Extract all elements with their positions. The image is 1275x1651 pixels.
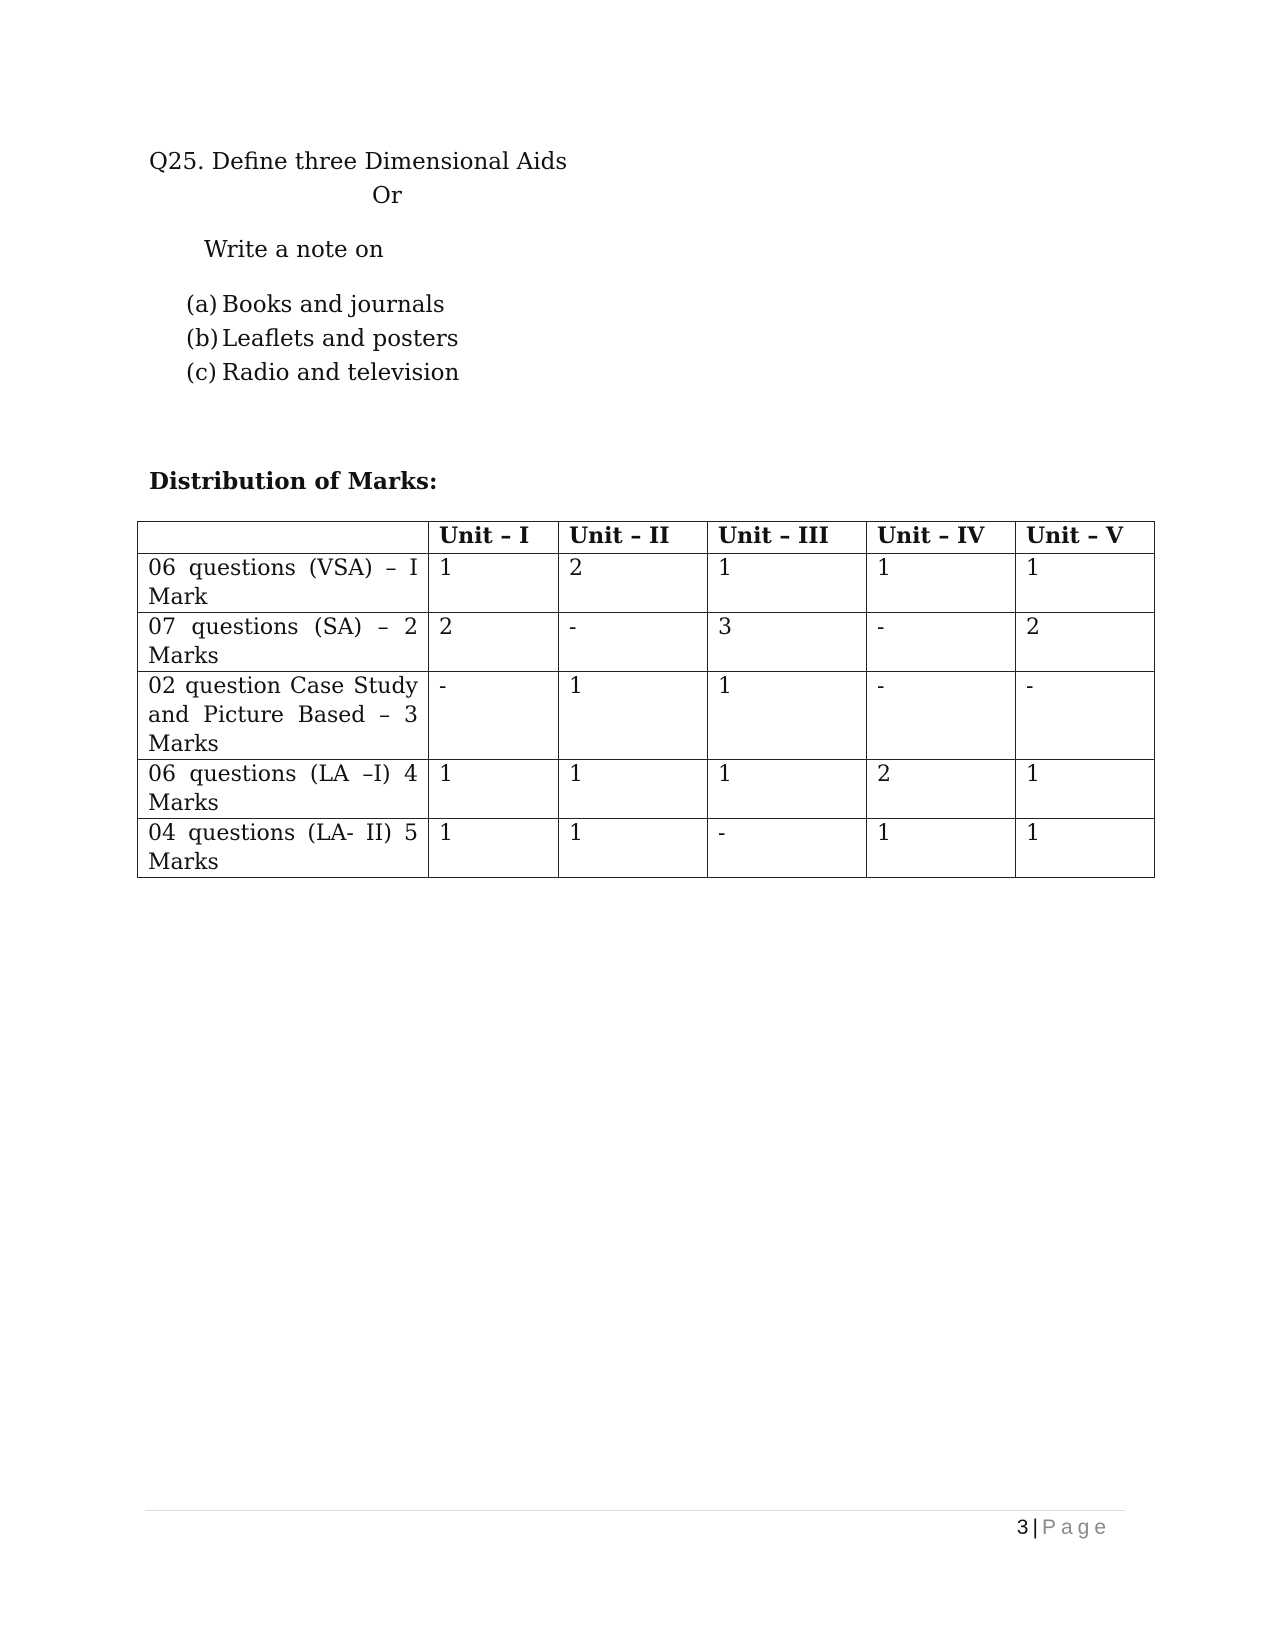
- list-item: [186, 291, 445, 319]
- list-item-text: Books and journals: [222, 292, 445, 318]
- table-row: [138, 672, 1155, 760]
- table-cell: 1: [1016, 819, 1155, 878]
- distribution-heading: Distribution of Marks:: [149, 468, 438, 495]
- note-prompt: Write a note on: [204, 237, 384, 263]
- table-cell: 1: [1016, 554, 1155, 613]
- table-cell: 1: [429, 819, 559, 878]
- table-cell: -: [559, 613, 708, 672]
- header-cell-unit-2: Unit – II: [559, 522, 708, 554]
- table-cell: 1: [559, 819, 708, 878]
- table-cell: 1: [429, 760, 559, 819]
- table-cell: -: [867, 672, 1016, 760]
- table-header-row: [138, 522, 1155, 554]
- row-label: 06 questions (VSA) – I Mark: [138, 554, 429, 613]
- header-cell-unit-1: Unit – I: [429, 522, 559, 554]
- marks-distribution-table: [137, 521, 1155, 878]
- table-cell: 3: [708, 613, 867, 672]
- table-cell: 1: [429, 554, 559, 613]
- list-marker: (b): [186, 326, 219, 352]
- header-cell-unit-5: Unit – V: [1016, 522, 1155, 554]
- table-cell: 1: [708, 760, 867, 819]
- list-item: [186, 325, 459, 353]
- page-footer: [1017, 1516, 1111, 1540]
- table-cell: 2: [1016, 613, 1155, 672]
- list-marker: (c): [186, 360, 217, 386]
- table-cell: 1: [708, 554, 867, 613]
- row-label: 04 questions (LA- II) 5 Marks: [138, 819, 429, 878]
- table-cell: -: [708, 819, 867, 878]
- row-label: 02 question Case Study and Picture Based – 3 Marks: [138, 672, 429, 760]
- or-separator: Or: [372, 183, 402, 209]
- table-cell: 2: [429, 613, 559, 672]
- table-cell: -: [1016, 672, 1155, 760]
- header-cell-unit-3: Unit – III: [708, 522, 867, 554]
- table-row: [138, 554, 1155, 613]
- row-label: 06 questions (LA –I) 4 Marks: [138, 760, 429, 819]
- page-label: Page: [1041, 1516, 1111, 1539]
- header-cell-empty: [138, 522, 429, 554]
- table-row: [138, 819, 1155, 878]
- list-item: [186, 359, 459, 387]
- footer-divider: [145, 1510, 1125, 1511]
- table-cell: 1: [867, 554, 1016, 613]
- list-item-text: Leaflets and posters: [222, 326, 459, 352]
- page-number: 3: [1016, 1516, 1029, 1539]
- footer-separator: |: [1032, 1516, 1038, 1539]
- table-row: [138, 760, 1155, 819]
- question-title: Q25. Define three Dimensional Aids: [149, 149, 568, 175]
- table-cell: 1: [559, 672, 708, 760]
- table-cell: -: [429, 672, 559, 760]
- table-cell: -: [867, 613, 1016, 672]
- header-cell-unit-4: Unit – IV: [867, 522, 1016, 554]
- table-cell: 1: [559, 760, 708, 819]
- row-label: 07 questions (SA) – 2 Marks: [138, 613, 429, 672]
- table-cell: 2: [867, 760, 1016, 819]
- table-cell: 1: [1016, 760, 1155, 819]
- list-item-text: Radio and television: [222, 360, 460, 386]
- table-row: [138, 613, 1155, 672]
- table-cell: 1: [708, 672, 867, 760]
- table-cell: 2: [559, 554, 708, 613]
- list-marker: (a): [186, 292, 218, 318]
- table-cell: 1: [867, 819, 1016, 878]
